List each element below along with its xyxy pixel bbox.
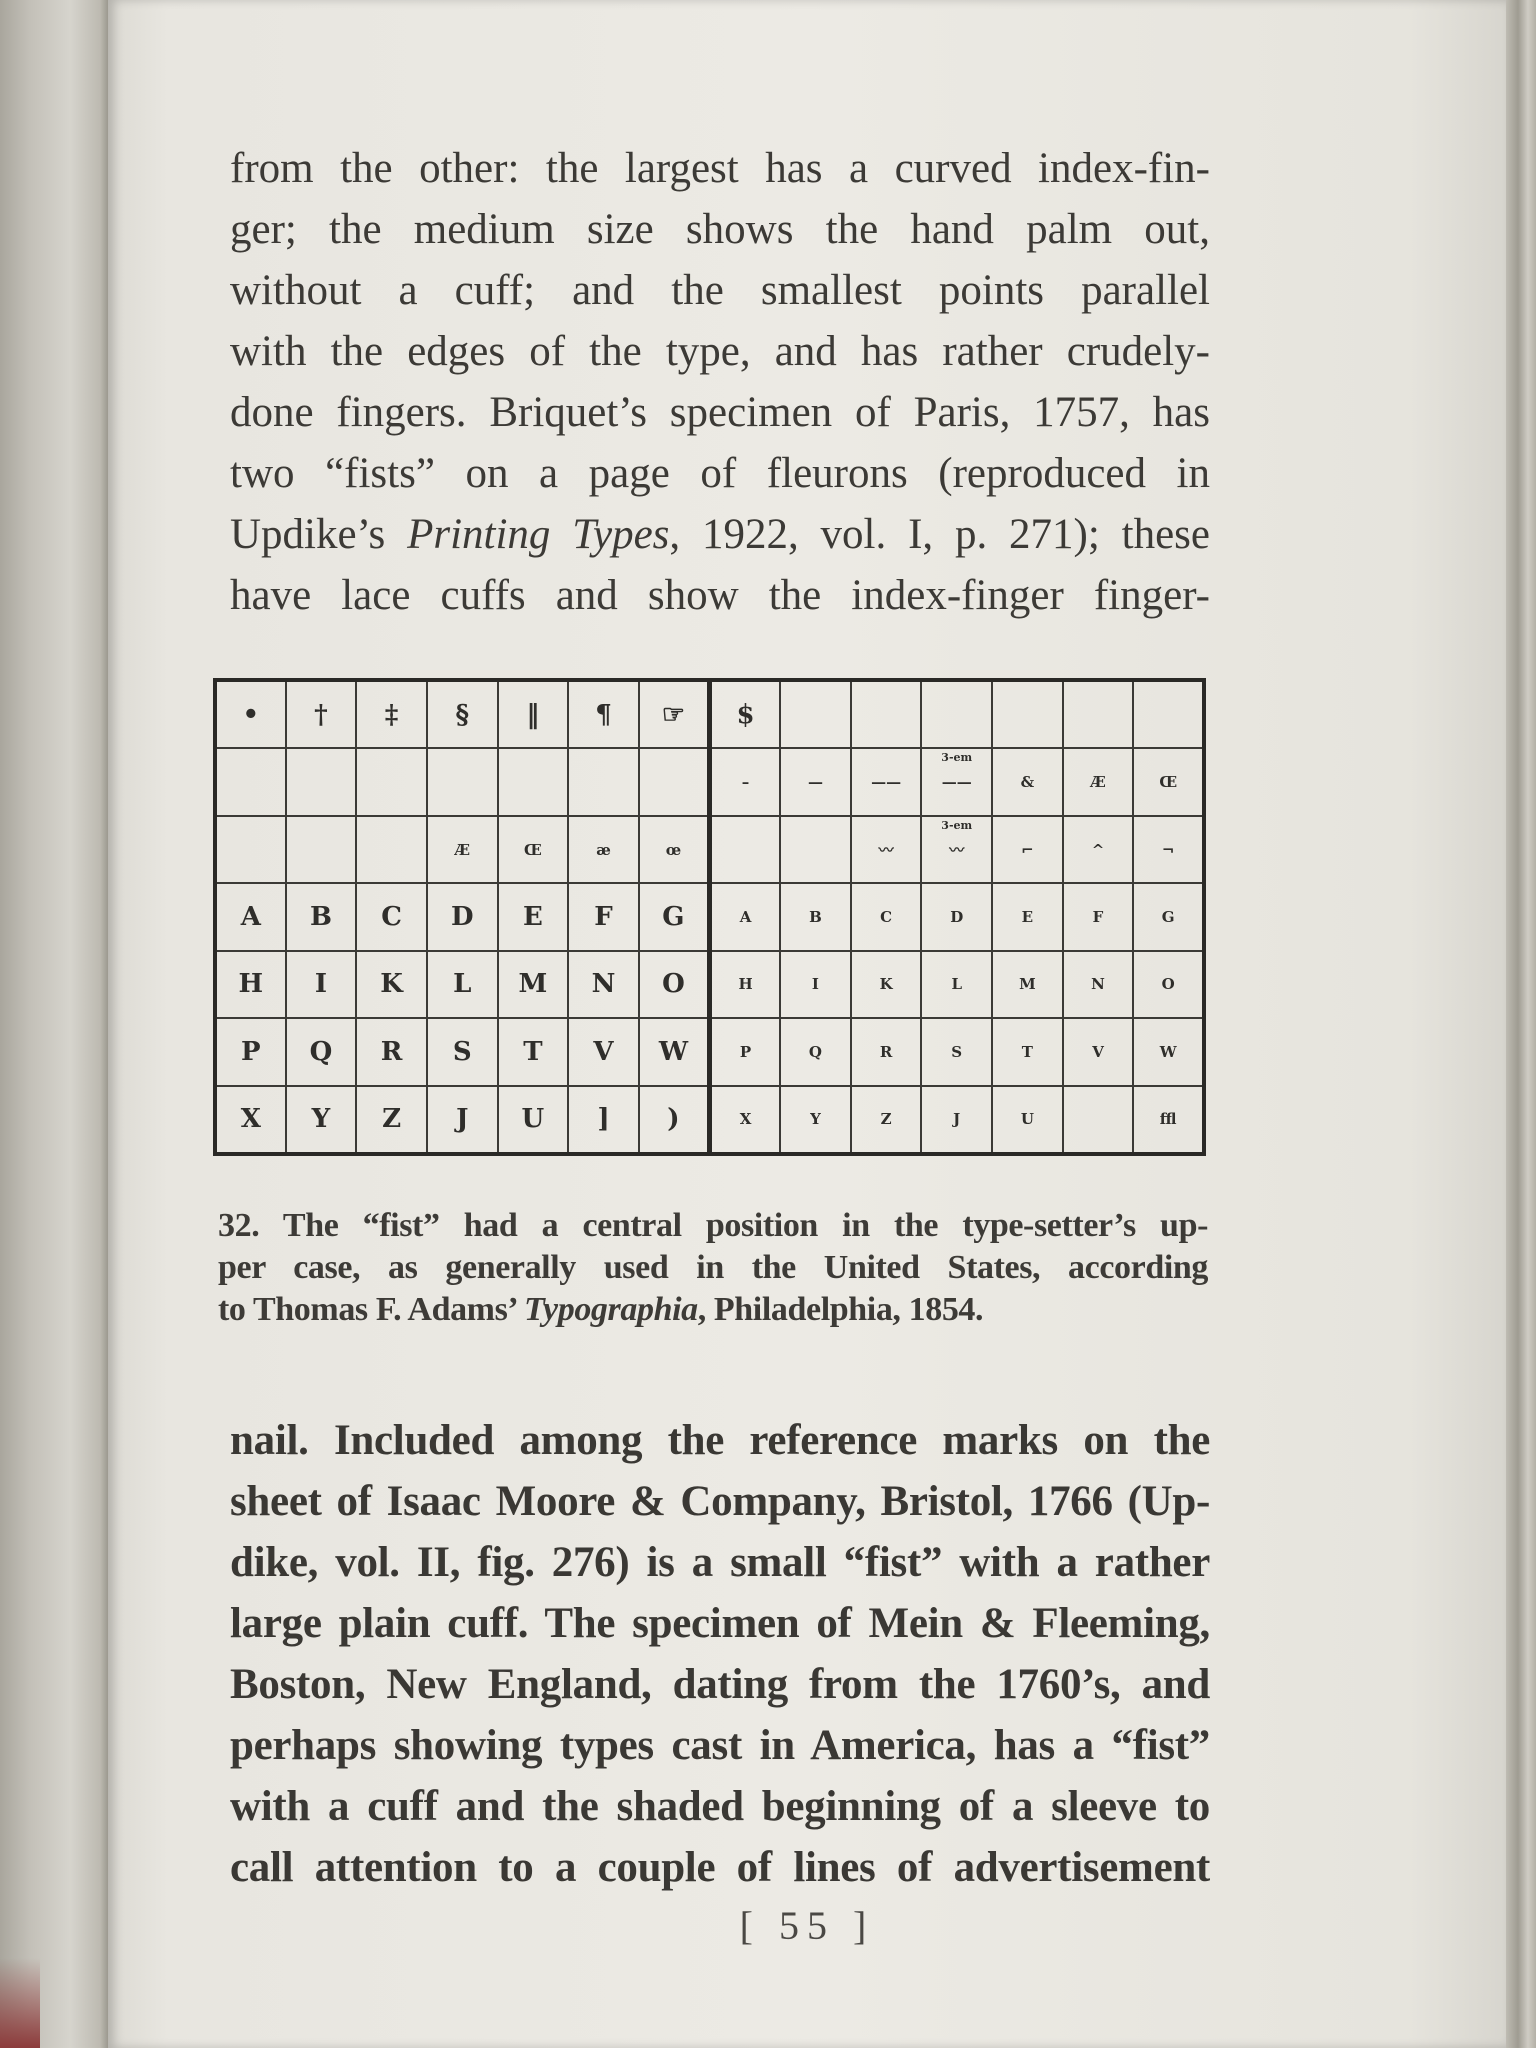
case-cell: U: [992, 1086, 1063, 1154]
fist-icon: ☞: [639, 680, 710, 748]
case-cell: W: [1133, 1018, 1204, 1085]
case-cell: K: [851, 951, 922, 1018]
case-cell: Æ: [1063, 748, 1134, 815]
case-cell: W: [639, 1018, 710, 1085]
case-cell: •: [215, 680, 286, 748]
case-cell: J: [921, 1086, 992, 1154]
case-cell: X: [709, 1086, 780, 1154]
page-number: [ 55 ]: [739, 1903, 875, 1948]
text-line: two “fists” on a page of fleurons (reproduced in: [230, 450, 1210, 497]
case-cell: L: [427, 951, 498, 1018]
case-cell: S: [921, 1018, 992, 1085]
facing-page-edge: [0, 0, 108, 2048]
case-cell: Y: [286, 1086, 357, 1154]
case-cell: 〰: [851, 816, 922, 883]
case-cell: K: [356, 951, 427, 1018]
case-cell: X: [215, 1086, 286, 1154]
case-cell: O: [1133, 951, 1204, 1018]
case-cell: S: [427, 1018, 498, 1085]
case-cell: ‡: [356, 680, 427, 748]
text-line: without a cuff; and the smallest points parallel: [230, 267, 1210, 314]
case-cell: E: [992, 883, 1063, 950]
text-line: with a cuff and the shaded beginning of a sleeve to: [230, 1783, 1210, 1830]
case-cell: N: [1063, 951, 1134, 1018]
case-cell: †: [286, 680, 357, 748]
case-cell: Œ: [1133, 748, 1204, 815]
book-title-typographia: Typographia: [523, 1291, 698, 1328]
case-cell: ⌐: [992, 816, 1063, 883]
case-cell: D: [921, 883, 992, 950]
text-line: from the other: the largest has a curved index-fin-: [230, 145, 1210, 192]
case-cell: G: [639, 883, 710, 950]
text-line: with the edges of the type, and has rather crudely-: [230, 328, 1210, 375]
text-line: have lace cuffs and show the index-finger finger-: [230, 572, 1210, 619]
page-stack-edge: [1506, 0, 1536, 2048]
case-cell: H: [709, 951, 780, 1018]
case-cell: &: [992, 748, 1063, 815]
case-cell: Q: [286, 1018, 357, 1085]
case-cell: F: [1063, 883, 1134, 950]
em-wave: 〰: [949, 841, 965, 860]
text-line: done fingers. Briquet’s specimen of Paris, 1757, has: [230, 389, 1210, 436]
case-cell: Y: [780, 1086, 851, 1154]
case-cell: U: [498, 1086, 569, 1154]
case-cell: V: [568, 1018, 639, 1085]
book-cover-edge: [0, 1958, 40, 2048]
case-cell: Æ: [427, 816, 498, 883]
case-cell: J: [427, 1086, 498, 1154]
case-cell: ]: [568, 1086, 639, 1154]
case-cell: Z: [851, 1086, 922, 1154]
caption-line: per case, as generally used in the United States, according: [218, 1249, 1208, 1286]
case-cell: $: [709, 680, 780, 748]
case-cell: ¶: [568, 680, 639, 748]
case-cell: œ: [639, 816, 710, 883]
em-label: 3-em: [941, 751, 973, 765]
case-cell: D: [427, 883, 498, 950]
case-cell: Z: [356, 1086, 427, 1154]
case-cell: L: [921, 951, 992, 1018]
case-cell: Q: [780, 1018, 851, 1085]
caption-line3-before: to Thomas F. Adams’: [218, 1291, 524, 1328]
case-cell: I: [780, 951, 851, 1018]
case-cell: —: [780, 748, 851, 815]
text-line: dike, vol. II, fig. 276) is a small “fist” with a rather: [230, 1539, 1210, 1586]
case-cell: T: [498, 1018, 569, 1085]
text-line: ger; the medium size shows the hand palm out,: [230, 206, 1210, 253]
case-cell: R: [851, 1018, 922, 1085]
em-dash: ——: [941, 773, 972, 792]
case-cell: A: [215, 883, 286, 950]
case-cell: æ: [568, 816, 639, 883]
updike-after: , 1922, vol. I, p. 271); these: [669, 511, 1210, 558]
updike-before: Updike’s: [230, 511, 408, 558]
case-cell: ¬: [1133, 816, 1204, 883]
case-cell: T: [992, 1018, 1063, 1085]
caption-line3-after: , Philadelphia, 1854.: [697, 1291, 984, 1328]
case-cell: ^: [1063, 816, 1134, 883]
book-title-printing-types: Printing Types: [407, 511, 670, 558]
case-cell: §: [427, 680, 498, 748]
text-line: nail. Included among the reference marks on the: [230, 1417, 1210, 1464]
case-cell: B: [780, 883, 851, 950]
case-cell: M: [498, 951, 569, 1018]
case-cell: P: [709, 1018, 780, 1085]
case-cell: C: [356, 883, 427, 950]
case-cell: N: [568, 951, 639, 1018]
case-cell: Œ: [498, 816, 569, 883]
case-cell: V: [1063, 1018, 1134, 1085]
folio-area: [108, 0, 1506, 2048]
case-cell: O: [639, 951, 710, 1018]
case-cell: I: [286, 951, 357, 1018]
text-line: call attention to a couple of lines of advertisement: [230, 1844, 1210, 1891]
case-cell: G: [1133, 883, 1204, 950]
case-cell: ffl: [1133, 1086, 1204, 1154]
case-cell: H: [215, 951, 286, 1018]
case-cell: C: [851, 883, 922, 950]
case-cell: R: [356, 1018, 427, 1085]
case-cell: B: [286, 883, 357, 950]
case-cell: ): [639, 1086, 710, 1154]
caption-line: 32. The “fist” had a central position in the type-setter’s up-: [218, 1207, 1208, 1244]
case-cell: M: [992, 951, 1063, 1018]
text-line: large plain cuff. The specimen of Mein & Fleeming,: [230, 1600, 1210, 1647]
case-cell: ‖: [498, 680, 569, 748]
text-line: perhaps showing types cast in America, has a “fist”: [230, 1722, 1210, 1769]
case-cell: F: [568, 883, 639, 950]
text-line: Boston, New England, dating from the 1760’s, and: [230, 1661, 1210, 1708]
text-line: sheet of Isaac Moore & Company, Bristol, 1766 (Up-: [230, 1478, 1210, 1525]
case-cell: A: [709, 883, 780, 950]
case-cell: E: [498, 883, 569, 950]
em-label: 3-em: [941, 818, 973, 832]
case-cell: ——: [851, 748, 922, 815]
case-cell: P: [215, 1018, 286, 1085]
case-cell: –: [709, 748, 780, 815]
